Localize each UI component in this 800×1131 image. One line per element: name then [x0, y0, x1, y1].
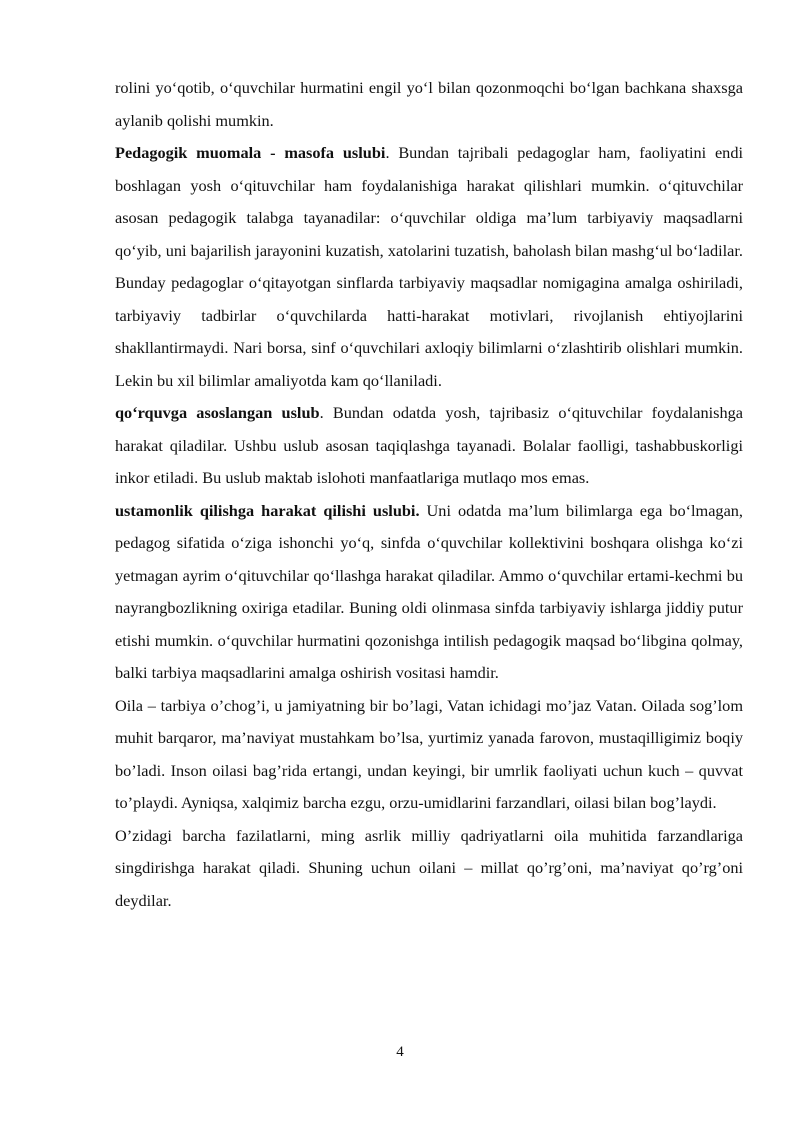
paragraph — [115, 72, 743, 137]
paragraph — [115, 690, 743, 820]
body-text — [115, 72, 743, 917]
paragraph — [115, 397, 743, 495]
paragraph — [115, 495, 743, 690]
page-number: 4 — [396, 1044, 404, 1060]
paragraph-heading: qo‘rquvga asoslangan uslub — [115, 403, 320, 422]
paragraph-heading: Pedagogik muomala - masofa uslubi — [115, 143, 386, 162]
paragraph-text: O’zidagi barcha fazilatlarni, ming asrlik milliy qadriyatlarni oila muhitida farzandlariga singdirishga harakat qiladi. Shuning uchun oilani – millat qo’rg’oni, ma’naviyat qo’rg’oni deydilar. — [115, 825, 743, 910]
paragraph-text: Oila – tarbiya o’chog’i, u jamiyatning bir bo’lagi, Vatan ichidagi mo’jaz Vatan. Oilada sog’lom muhit barqaror, ma’naviyat mustahkam bo’lsa, yurtimiz yanada farovon, mustaqilligimiz boqiy bo’ladi. Inson oilasi bag’rida ertangi, undan keyingi, bir umrlik faoliyati uchun kuch – quvvat to’playdi. Ayniqsa, xalqimiz barcha ezgu, orzu-umidlarini farzandlari, oilasi bilan bog’laydi. — [115, 695, 743, 812]
paragraph-text: . Bundan tajribali pedagoglar ham, faoliyatini endi boshlagan yosh o‘qituvchilar ham foydalanishiga harakat qilishlari mumkin. o‘qituvchilar asosan pedagogik talabga tayanadilar: o‘quvchilar oldiga ma’lum tarbiyaviy maqsadlarni qo‘yib, uni bajarilish jarayonini kuzatish, xatolarini tuzatish, baholash bilan mashg‘ul bo‘ladilar. Bunday pedagoglar o‘qitayotgan sinflarda tarbiyaviy maqsadlar nomigagina amalga oshiriladi, tarbiyaviy tadbirlar o‘quvchilarda hatti-harakat motivlari, rivojlanish ehtiyojlarini shakllantirmaydi. Nari borsa, sinf o‘quvchilari axloqiy bilimlarni o‘zlashtirib olishlari mumkin. Lekin bu xil bilimlar amaliyotda kam qo‘llaniladi. — [115, 143, 743, 390]
paragraph-text: rolini yo‘qotib, o‘quvchilar hurmatini engil yo‘l bilan qozonmoqchi bo‘lgan bachkana shaxsga aylanib qolishi mumkin. — [115, 78, 743, 130]
paragraph — [115, 137, 743, 397]
paragraph-text: . Bundan odatda yosh, tajribasiz o‘qituvchilar foydalanishga harakat qiladilar. Ushbu uslub asosan taqiqlashga tayanadi. Bolalar faolligi, tashabbuskorligi inkor etiladi. Bu uslub maktab islohoti manfaatlariga mutlaqo mos emas. — [115, 403, 743, 487]
paragraph-text: Uni odatda ma’lum bilimlarga ega bo‘lmagan, pedagog sifatida o‘ziga ishonchi yo‘q, sinfda o‘quvchilar kollektivini boshqara olishga ko‘zi yetmagan ayrim o‘qituvchilar qo‘llashga harakat qiladilar. Ammo o‘quvchilar ertami-kechmi bu nayrangbozlikning oxiriga etadilar. Buning oldi olinmasa sinfda tarbiyaviy ishlarga jiddiy putur etishi mumkin. o‘quvchilar hurmatini qozonishga intilish pedagogik maqsad bo‘libgina qolmay, balki tarbiya maqsadlarini amalga oshirish vositasi hamdir. — [115, 500, 744, 682]
paragraph-heading: ustamonlik qilishga harakat qilishi uslubi. — [115, 500, 420, 520]
paragraph — [115, 820, 743, 918]
